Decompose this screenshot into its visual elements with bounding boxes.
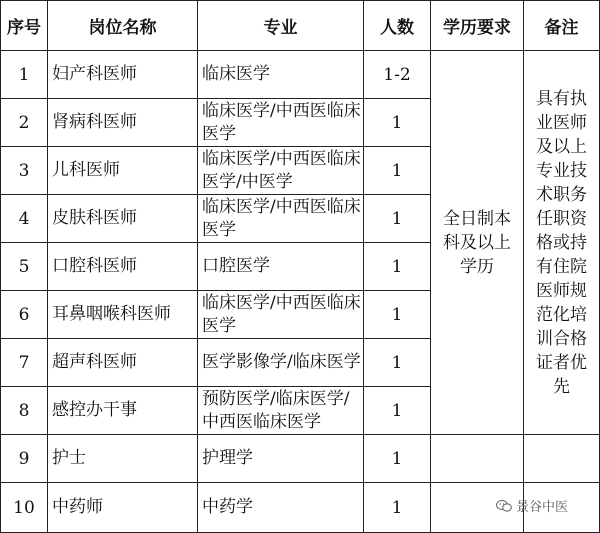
watermark-text: 景谷中医	[516, 500, 569, 515]
cell-count: 1	[364, 195, 431, 243]
cell-empty	[524, 435, 600, 483]
header-education: 学历要求	[431, 1, 524, 51]
header-count: 人数	[364, 1, 431, 51]
cell-major: 中药学	[198, 483, 364, 533]
cell-no: 6	[1, 291, 48, 339]
cell-position: 超声科医师	[48, 339, 198, 387]
header-major: 专业	[198, 1, 364, 51]
cell-major: 临床医学/中西医临床医学	[198, 99, 364, 147]
watermark	[496, 496, 568, 515]
wechat-icon	[496, 499, 512, 513]
table-row	[1, 435, 600, 483]
cell-count: 1	[364, 243, 431, 291]
cell-position: 中药师	[48, 483, 198, 533]
cell-no: 3	[1, 147, 48, 195]
cell-position: 护士	[48, 435, 198, 483]
cell-count: 1	[364, 387, 431, 435]
cell-no: 7	[1, 339, 48, 387]
cell-position: 儿科医师	[48, 147, 198, 195]
cell-no: 9	[1, 435, 48, 483]
cell-major: 医学影像学/临床医学	[198, 339, 364, 387]
cell-remark: 具有执业医师及以上专业技术职务任职资格或持有住院医师规范化培训合格证者优先	[524, 51, 600, 435]
cell-no: 5	[1, 243, 48, 291]
cell-count: 1	[364, 339, 431, 387]
cell-major: 临床医学	[198, 51, 364, 99]
cell-empty	[431, 435, 524, 483]
cell-count: 1	[364, 291, 431, 339]
cell-count: 1	[364, 483, 431, 533]
header-remark: 备注	[524, 1, 600, 51]
table-row	[1, 51, 600, 99]
cell-position: 肾病科医师	[48, 99, 198, 147]
cell-major: 临床医学/中西医临床医学	[198, 291, 364, 339]
cell-major: 临床医学/中西医临床医学	[198, 195, 364, 243]
cell-no: 8	[1, 387, 48, 435]
header-position: 岗位名称	[48, 1, 198, 51]
cell-position: 耳鼻咽喉科医师	[48, 291, 198, 339]
cell-position: 皮肤科医师	[48, 195, 198, 243]
cell-education: 全日制本科及以上学历	[431, 51, 524, 435]
cell-position: 感控办干事	[48, 387, 198, 435]
header-no: 序号	[1, 1, 48, 51]
cell-position: 口腔科医师	[48, 243, 198, 291]
cell-position: 妇产科医师	[48, 51, 198, 99]
cell-no: 1	[1, 51, 48, 99]
cell-major: 护理学	[198, 435, 364, 483]
header-row	[1, 1, 600, 51]
cell-count: 1-2	[364, 51, 431, 99]
cell-major: 口腔医学	[198, 243, 364, 291]
cell-count: 1	[364, 435, 431, 483]
cell-count: 1	[364, 147, 431, 195]
cell-count: 1	[364, 99, 431, 147]
cell-major: 预防医学/临床医学/中西医临床医学	[198, 387, 364, 435]
cell-no: 4	[1, 195, 48, 243]
cell-no: 2	[1, 99, 48, 147]
cell-no: 10	[1, 483, 48, 533]
cell-major: 临床医学/中西医临床医学/中医学	[198, 147, 364, 195]
